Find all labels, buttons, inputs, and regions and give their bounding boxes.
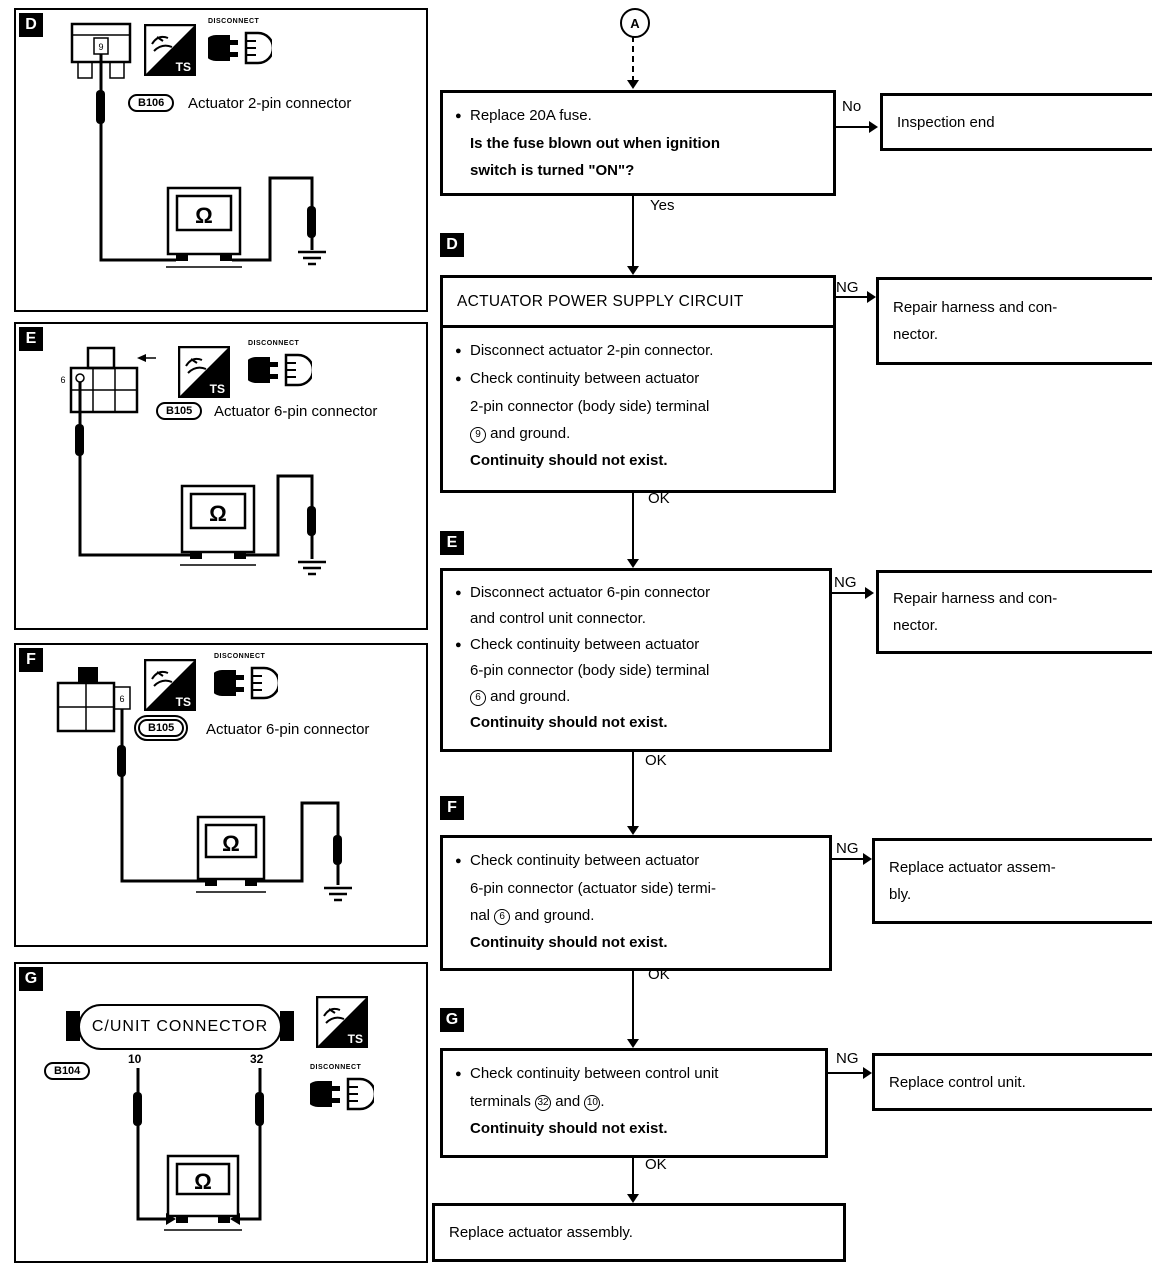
step-d-box — [440, 275, 836, 493]
terminal-circled-10: 10 — [584, 1095, 600, 1111]
bullet: ● — [455, 110, 462, 122]
step-text: . — [600, 1093, 605, 1110]
bullet: ● — [455, 345, 462, 357]
arrow-down — [627, 266, 639, 275]
arrow-down — [627, 1194, 639, 1203]
final-replace-actuator-box — [432, 1203, 846, 1262]
result-repair-harness-box — [876, 277, 1152, 365]
ng-label: NG — [834, 574, 857, 591]
step-text: nal — [470, 907, 491, 924]
disconnect-icon — [208, 18, 278, 74]
ts-tool-icon — [178, 346, 230, 398]
ts-label: TS — [175, 695, 191, 709]
step-text: and — [555, 1093, 581, 1110]
flow-line — [632, 1155, 634, 1197]
result-repair-harness-box — [876, 570, 1152, 654]
connector-caption: Actuator 6-pin connector — [206, 721, 370, 738]
disconnect-label: DISCONNECT — [208, 18, 260, 25]
flow-line — [632, 968, 634, 1040]
result-text: Replace actuator assembly. — [449, 1224, 633, 1241]
section-label-d: D — [19, 13, 43, 37]
step-text: Disconnect actuator 2-pin connector. — [470, 342, 714, 359]
step-text: and control unit connector. — [470, 610, 646, 627]
terminal-10-label: 10 — [128, 1052, 142, 1066]
pin-number-label: 6 — [60, 375, 66, 385]
flow-section-label-g: G — [440, 1008, 464, 1032]
step-text: Replace 20A fuse. — [470, 107, 592, 124]
flow-section-label-e: E — [440, 531, 464, 555]
terminal-circled-9: 9 — [470, 427, 486, 443]
ground-lead-wire — [232, 178, 316, 260]
disconnect-icon-art — [208, 25, 272, 69]
bullet: ● — [455, 587, 462, 599]
step-g-box — [440, 1048, 828, 1158]
bullet: ● — [455, 373, 462, 385]
disconnect-icon-art — [248, 347, 312, 391]
pin-number-label: 6 — [119, 694, 125, 704]
ts-tool-icon — [144, 659, 196, 711]
result-inspection-end-box — [880, 93, 1152, 151]
test-lead-wire — [96, 54, 176, 260]
pill-end-cap-right — [280, 1011, 294, 1041]
result-text: Inspection end — [897, 113, 995, 131]
flow-line — [632, 490, 634, 560]
step-d-title: ACTUATOR POWER SUPPLY CIRCUIT — [443, 278, 833, 328]
step-text: and ground. — [490, 425, 571, 442]
bullet: ● — [455, 1068, 462, 1080]
ts-label: TS — [175, 60, 191, 74]
result-text: Replace actuator assem- — [889, 859, 1056, 876]
step-text: 2-pin connector (body side) terminal — [470, 398, 710, 415]
terminal-circled-32: 32 — [535, 1095, 551, 1111]
section-label-g: G — [19, 967, 43, 991]
ng-label: NG — [836, 279, 859, 296]
arrow-right — [863, 853, 872, 865]
step-text: Disconnect actuator 6-pin connector — [470, 584, 711, 601]
flow-section-label-f: F — [440, 796, 464, 820]
terminal-circled-6: 6 — [470, 690, 486, 706]
connector-id-badge: B105 — [156, 402, 202, 420]
step-e-box — [440, 568, 832, 752]
ok-label: OK — [645, 752, 667, 769]
connector-id-badge: B105 — [138, 719, 184, 737]
test-lead-wire-right — [230, 1068, 264, 1225]
arrow-down — [627, 80, 639, 89]
ground-lead-wire — [257, 803, 342, 885]
step-fuse-box — [440, 90, 836, 196]
arrow-down — [627, 826, 639, 835]
step-bold-text: Continuity should not exist. — [470, 934, 668, 951]
step-text: Check continuity between actuator — [470, 636, 700, 653]
ng-label: NG — [836, 1050, 859, 1067]
flow-line — [833, 296, 871, 298]
result-text: Replace control unit. — [889, 1073, 1026, 1091]
step-bold-text: Continuity should not exist. — [470, 452, 668, 469]
step-text: and ground. — [514, 907, 595, 924]
step-question-line2: switch is turned "ON"? — [470, 162, 635, 179]
flow-connector-a — [620, 8, 650, 38]
disconnect-icon — [310, 1064, 380, 1120]
disconnect-label: DISCONNECT — [214, 653, 266, 660]
result-text: Repair harness and con- — [893, 590, 1058, 607]
bullet: ● — [455, 639, 462, 651]
flow-line — [833, 126, 873, 128]
ohm-symbol: Ω — [195, 203, 213, 228]
arrow-down — [627, 559, 639, 568]
test-lead-wire-left — [133, 1068, 176, 1225]
step-text: 6-pin connector (body side) terminal — [470, 662, 710, 679]
disconnect-icon-art — [310, 1071, 374, 1115]
step-text: 6-pin connector (actuator side) termi- — [470, 880, 716, 897]
flow-line — [632, 36, 634, 82]
disconnect-icon-art — [214, 660, 278, 704]
panel-f — [14, 643, 428, 947]
connector-caption: Actuator 6-pin connector — [214, 403, 378, 420]
result-replace-actuator-box — [872, 838, 1152, 924]
disconnect-label: DISCONNECT — [248, 340, 300, 347]
result-text: bly. — [889, 886, 912, 903]
panel-e — [14, 322, 428, 630]
ground-lead-wire — [246, 476, 316, 559]
flow-connector-a-letter: A — [630, 15, 640, 31]
connector-id-badge: B104 — [44, 1062, 90, 1080]
ok-label: OK — [648, 966, 670, 983]
arrow-right — [865, 587, 874, 599]
step-f-box — [440, 835, 832, 971]
arrow-right — [867, 291, 876, 303]
ts-label: TS — [209, 382, 225, 396]
ts-tool-icon — [316, 996, 368, 1048]
panel-g — [14, 962, 428, 1263]
disconnect-icon — [214, 653, 284, 709]
step-text: terminals — [470, 1093, 531, 1110]
step-bold-text: Continuity should not exist. — [470, 714, 668, 731]
ground-symbol — [298, 562, 326, 574]
terminal-circled-6: 6 — [494, 909, 510, 925]
panel-d — [14, 8, 428, 312]
pill-end-cap-left — [66, 1011, 80, 1041]
ok-label: OK — [645, 1156, 667, 1173]
connector-caption: Actuator 2-pin connector — [188, 95, 352, 112]
connector-id-badge: B106 — [128, 94, 174, 112]
flow-line — [632, 749, 634, 827]
bullet: ● — [455, 855, 462, 867]
disconnect-icon — [248, 340, 318, 396]
result-text: nector. — [893, 617, 939, 634]
section-label-f: F — [19, 648, 43, 672]
step-text: Check continuity between control unit — [470, 1065, 719, 1082]
flow-section-label-d: D — [440, 233, 464, 257]
result-text: Repair harness and con- — [893, 299, 1058, 316]
flow-line — [825, 1072, 867, 1074]
ok-label: OK — [648, 490, 670, 507]
connector-6pin-drawing — [71, 348, 156, 412]
ts-tool-icon — [144, 24, 196, 76]
result-text: nector. — [893, 326, 939, 343]
ng-label: NG — [836, 840, 859, 857]
flow-line — [632, 193, 634, 269]
terminal-32-label: 32 — [250, 1052, 264, 1066]
pin-number-label: 9 — [98, 42, 104, 52]
step-bold-text: Continuity should not exist. — [470, 1120, 668, 1137]
flow-line — [829, 592, 869, 594]
result-replace-control-unit-box — [872, 1053, 1152, 1111]
step-text: and ground. — [490, 688, 571, 705]
step-text: Check continuity between actuator — [470, 852, 700, 869]
cunit-connector-pill — [78, 1004, 282, 1050]
flow-line — [829, 858, 867, 860]
arrow-down — [627, 1039, 639, 1048]
step-text: Check continuity between actuator — [470, 370, 700, 387]
cunit-connector-label: C/UNIT CONNECTOR — [91, 1018, 269, 1035]
ohm-symbol: Ω — [194, 1169, 212, 1194]
section-label-e: E — [19, 327, 43, 351]
ground-symbol — [324, 888, 352, 900]
step-question-line1: Is the fuse blown out when ignition — [470, 135, 720, 152]
arrow-right — [869, 121, 878, 133]
ts-label: TS — [347, 1032, 363, 1046]
yes-label: Yes — [650, 197, 675, 214]
ohm-symbol: Ω — [222, 831, 240, 856]
ground-symbol — [298, 252, 326, 264]
disconnect-label: DISCONNECT — [310, 1064, 362, 1071]
arrow-right — [863, 1067, 872, 1079]
ohm-symbol: Ω — [209, 501, 227, 526]
no-label: No — [842, 98, 862, 115]
